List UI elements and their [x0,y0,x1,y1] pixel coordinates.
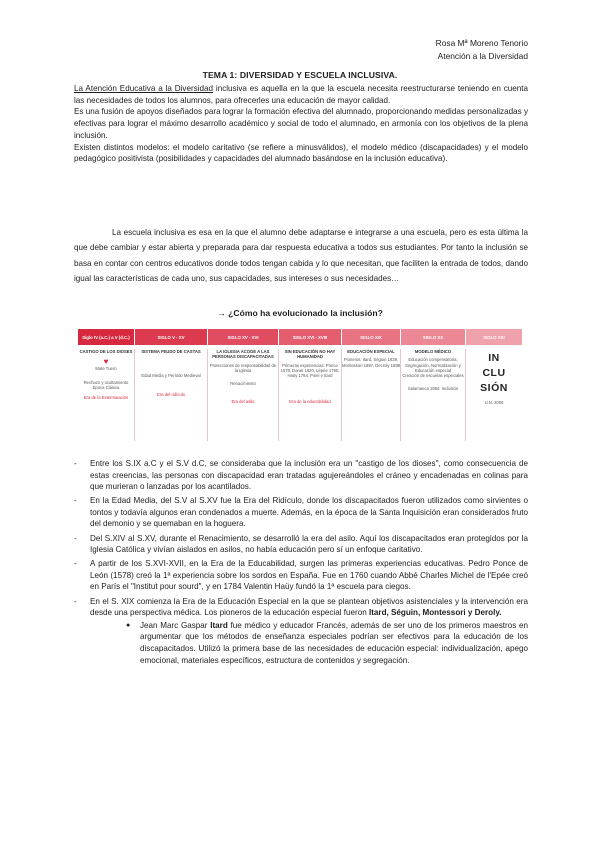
page-title: TEMA 1: DIVERSIDAD Y ESCUELA INCLUSIVA. [202,70,398,80]
timeline-column-5 [342,349,401,441]
subject-name: Atención a la Diversidad [437,51,528,61]
list-item: - Del S.XIV al S.XV, durante el Renacimiento, se desarrolló la era del asilo. Aquí los discapacitados eran protegidos por la Iglesia Católica y vivían aislados en asilos, no había educación pero sí un enfoque caritativo. [74,533,528,555]
inclusion-word-2: CLU [482,367,506,379]
timeline-column-6 [401,349,466,441]
intro-section [74,83,528,165]
column-heading: SISTEMA FEUDO DE CASTAS [141,349,201,354]
intro-paragraph-2: Es una fusión de apoyos diseñados para lograr la formación efectiva del alumnado, proporcionando medidas personalizadas y efectivas para lograr el máximo desarrollo académico y social de todo el alumnado, en armonía con los objetivos de la plena inclusión. [74,107,528,140]
column-heading: SIN EDUCACIÓN NO HAY HUMANIDAD [284,349,336,360]
author-block [436,37,528,63]
intro-paragraph-1 [74,83,528,106]
heart-icon: ♥ [103,357,109,367]
pioneers-names: Itard, Séguin, Montessori y Deroly. [368,608,502,618]
timeline-period-1: Siglo IV (a.C.) a V (d.C.) [78,329,134,345]
sub-list [126,620,528,666]
timeline-column-4 [279,349,342,441]
history-list [74,458,528,669]
column-era: Era de la Exterminación [83,395,129,401]
timeline-header-bar [78,329,522,345]
column-era: Era del asilo [231,399,255,405]
author-name: Rosa Mª Moreno Tenorio [435,38,528,48]
inclusion-word-3: SIÓN [480,382,508,394]
list-item: - Entre los S.IX a.C y el S.V d.C, se consideraba que la inclusión era un "castigo de los dioses", como consecuencia de estas creencias, las personas con discapacidad eran tratadas agujereándoles el cráneo y encadenadas en colinas para que murieran o lanzadas por los acantilados. [74,459,528,492]
column-text: Mate Tuero [95,366,117,372]
dash-bullet-icon: - [74,596,77,606]
intro-term: La Atención Educativa a la Diversidad [74,84,214,93]
column-text: Rechazo y ocultamiento Época Clásica [83,379,129,390]
column-era: Salamanca 1994: Inclusión [407,386,459,392]
timeline-period-3: SIGLO XV - XVI [208,329,278,345]
column-text: Creación de escuelas especiales [402,373,464,379]
column-text: Pioneros: Itard, Séguin 1839, Montessori 1897, Decroly 1898 [342,357,400,368]
dash-bullet-icon: - [74,533,77,543]
timeline-period-7: SIGLO XXI [466,329,522,345]
timeline-column-2 [135,349,208,441]
column-heading: MODELO MÉDICO [414,349,452,354]
column-heading: EDUCACIÓN ESPECIAL [347,349,395,354]
timeline-column-3 [208,349,279,441]
column-heading: LA IGLESIA ACOGE A LAS PERSONAS DISCAPACITADAS [212,349,274,360]
column-text: Renacimiento [230,381,256,387]
column-era: U.N. 2006 [484,400,504,405]
list-item: - En la Edad Media, del S.V al S.XV fue la Era del Ridículo, donde los discapacitados fueron utilizados como sirvientes o tontos y todavía algunos eran condenados a muerte. Además, en la época de la Santa Inquisición eran considerados fruto del demonio y se quemaban en la hoguera. [74,496,528,529]
timeline-column-1 [78,349,135,441]
column-heading: CASTIGO DE LOS DIOSES [79,349,133,354]
list-item: - A partir de los S.XVI-XVII, en la Era de la Educabilidad, surgen las primeras experiencias educativas. Pedro Ponce de León (1578) creó la 1ª experiencia sobre los sordos en España. Fue en 1760 cuando Abbé Charles Michel de l'Epée creó en París el "Institut pour sourd", y en 1784 Valentin Haüy fundó la 1ª escuela para ciegos. [74,559,528,592]
timeline-period-4: SIGLO XVI - XVIII [279,329,341,345]
intro-p1-text: inclusiva es aquella en la que la escuela necesita reestructurarse teniendo en cuenta las necesidades de todos los alumnos, para ofrecerles una educación de mayor calidad. [74,84,528,105]
column-era: Era de la educabilidad [289,399,331,405]
column-text: Educación compensatoria, Segregación, Normalización y Educación especial [405,357,461,373]
inclusion-timeline [78,329,522,443]
timeline-column-7 [466,349,522,441]
dash-bullet-icon: - [74,496,77,506]
inclusion-word-1: IN [488,352,500,364]
dash-bullet-icon: - [74,459,77,468]
sub-list-item: ● Jean Marc Gaspar Itard fue médico y educador Francés, además de ser uno de los primeros maestros en argumentar que los métodos de enseñanza especiales podrían ser efectivos para la educación de los discapacitados. Utilizó la primera base de las necesidades de educación especial: individualización, apego emocional, materiales específicos, estructura de contenidos y segregación. [126,620,528,665]
column-era: Era del ridículo [157,391,185,397]
timeline-period-6: SIGLO XX [401,329,465,345]
column-text: Primeras experiencias: Ponce 1578, Danet 1620, Lépée 1760, Haüy 1784, Pinel e Itard [280,362,340,379]
list-item: - En el S. XIX comienza la Era de la Educación Especial en la que se plantean objetivos asistenciales y la intervención era desde una perspectiva médica. Los pioneros de la educación especial fueron Itard, Séguin, Montessori y Deroly. ● Jean Marc Gaspar Itard fue médico y educador Francés, además de ser uno de los primeros maestros en argumentar que los métodos de enseñanza especiales podrían ser efectivos para la educación de los discapacitados. Utilizó la primera base de las necesidades de educación especial: individualización, apego emocional, materiales específicos, estructura de contenidos y segregación. [74,596,528,665]
dot-bullet-icon: ● [126,621,131,629]
dash-bullet-icon: - [74,559,77,569]
intro-paragraph-3: Existen distintos modelos: el modelo caritativo (se refiere a minusválidos), el modelo médico (discapacidades) y el modelo pedagógico positivista (posibilidades y capacidades del alumnado basándose en la inclusión educativa). [74,142,528,164]
column-text: Edad Media y Período Medieval [141,373,201,379]
timeline-period-5: SIGLO XIX [342,329,400,345]
column-text: Protecciones de responsabilidad de la Iglesia [209,362,277,373]
inclusive-school-paragraph: La escuela inclusiva es esa en la que el alumno debe adaptarse e integrarse a una escuela, pero es esta última la que debe cambiar y estar abierta y preparada para dar respuesta educativa a todos sus estudiantes. Por tanto la inclusión se basa en contar con centros educativos donde todos tengan cabida y lo que necesitan, que faciliten la entrada de todos, dando igual las características de cada uno, sus capacidades, sus intereses o sus necesidades… [74,228,528,283]
timeline-period-2: SIGLO V - XV [135,329,207,345]
section-heading: → ¿Cómo ha evolucionado la inclusión? [217,308,383,318]
